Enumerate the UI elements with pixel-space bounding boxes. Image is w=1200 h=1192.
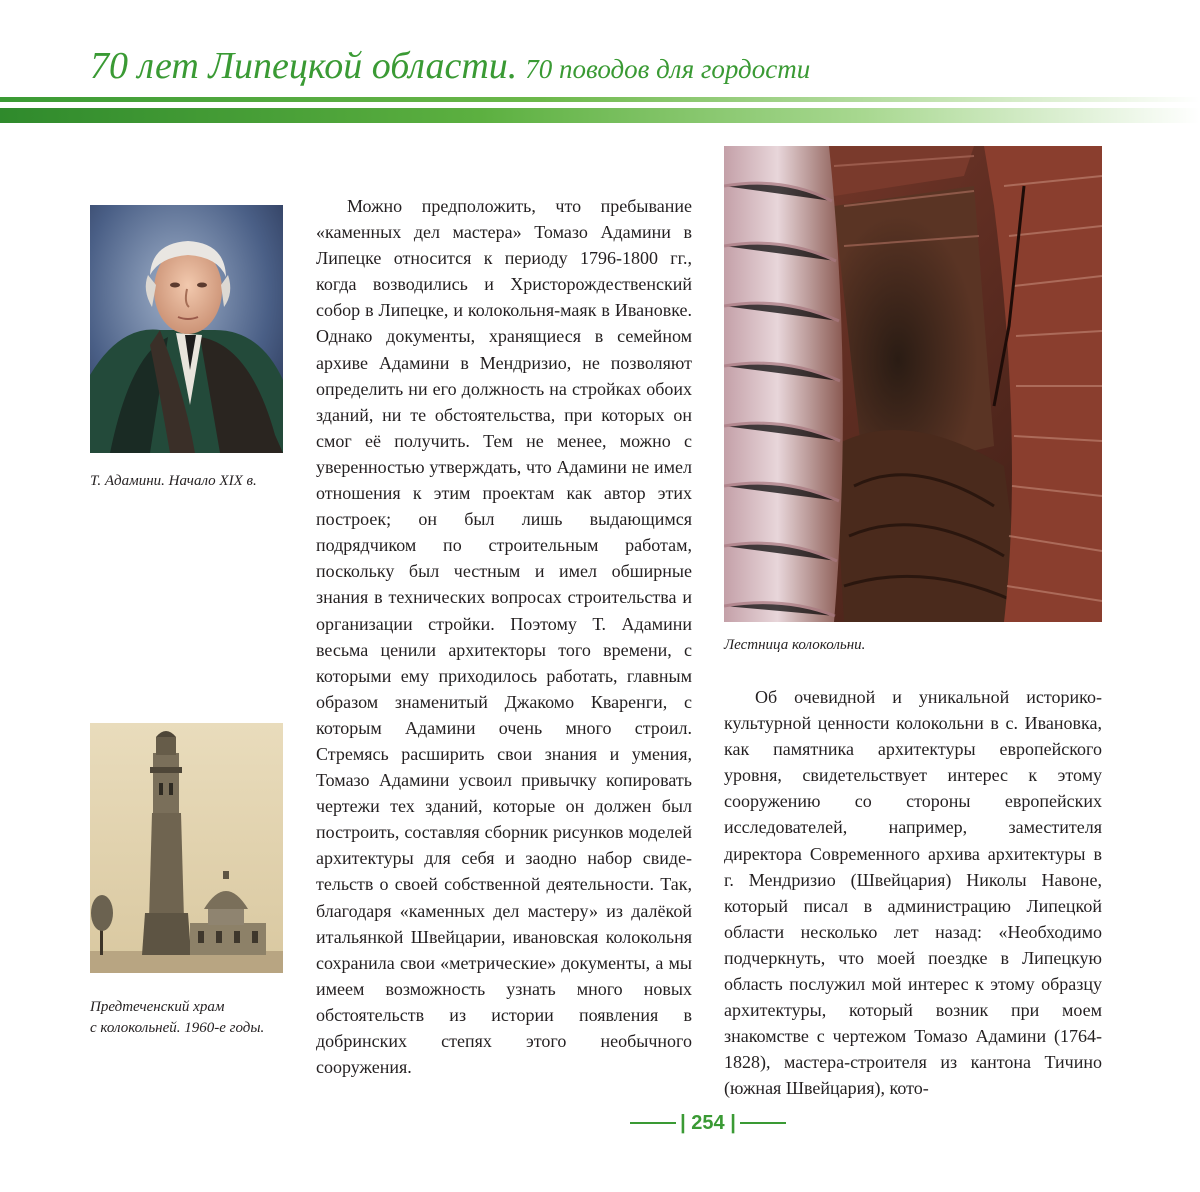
page-number [630,1110,786,1136]
header-title-main: 70 лет Липецкой области. [90,45,518,87]
header-rule-thin [0,97,1200,102]
church-illustration [90,723,283,973]
header-rule-thick [0,108,1200,123]
right-text-paragraph: Об очевидной и уникальной историко-культурной ценности колокольни в с. Ивановка, как памятника архитектуры европейского уровня, свидетельствует интерес к этому сооружению со стороны европейских исследователей, например, заместителя директора Современного архива архитектуры в г. Мендризио (Швейцария) Николы Навоне, который писал в администрацию Липецкой области несколько лет назад: «Необходимо подчеркнуть, что моей поездке в Липецкую область послужил мой интерес к этому образцу архитектуры, который возник при моем знакомстве с чертежом Томазо Адамини (1764-1828), мастера-строителя из кантона Тичино (южная Швейцария), кото- [724,687,1102,1099]
church-photo [90,723,283,973]
main-text-column [316,193,692,1080]
staircase-photo [724,146,1102,622]
page-number-rule-left [630,1122,676,1124]
portrait-illustration [90,205,283,453]
staircase-caption: Лестница колокольни. [724,637,866,653]
page-header-title [90,44,810,88]
portrait-photo [90,205,283,453]
portrait-caption: Т. Адамини. Начало XIX в. [90,473,257,489]
page-number-rule-right [740,1122,786,1124]
header-title-sub: 70 поводов для гордости [525,54,811,84]
church-caption-line2: с колокольней. 1960-е годы. [90,1020,265,1036]
main-text-paragraph: Можно предположить, что пребывание «каменных дел мастера» Томазо Адамини в Липецке относится к периоду 1796-1800 гг., когда возводились и Христорождественский собор в Липецке, и колокольня-маяк в Ивановке. Однако документы, хранящиеся в семейном архиве Адамини в Мендризио, не позволяют определить ни его должность на стройках обоих зданий, ни те обстоятельства, при которых он смог её получить. Тем не менее, можно с уверенностью утверждать, что Адамини не имел отношения к этим проектам как автор этих построек; он был лишь выдающимся подрядчиком по строительным работам, поскольку был честным и имел обширные знания в технических вопросах строительства и организации стройки. Поэтому Т. Адамини весьма ценили архитекторы того времени, с которыми ему приходилось работать, главным образом знаменитый Джакомо Кваренги, с которым Адамини очень много строил. Стремясь расширить свои знания и умения, Томазо Адамини усвоил привычку копировать чертежи тех зданий, которые он должен был построить, составляя сборник рисунков моделей архитектуры для себя и заодно набор свидетельств о своей собственной деятельности. Так, благодаря «каменных дел мастеру» из далёкой итальянкой Швейцарии, ивановская колокольня сохранила свои «метрические» документы, а мы имеем возможность узнать много новых обстоятельств из истории появления в добринских степях этого необычного сооружения. [316,196,692,1078]
church-caption-line1: Предтеченский храм [90,999,225,1015]
church-caption [90,997,310,1039]
staircase-illustration [724,146,1102,622]
page-number-value: | 254 | [680,1112,736,1134]
right-text-column [724,684,1102,1102]
